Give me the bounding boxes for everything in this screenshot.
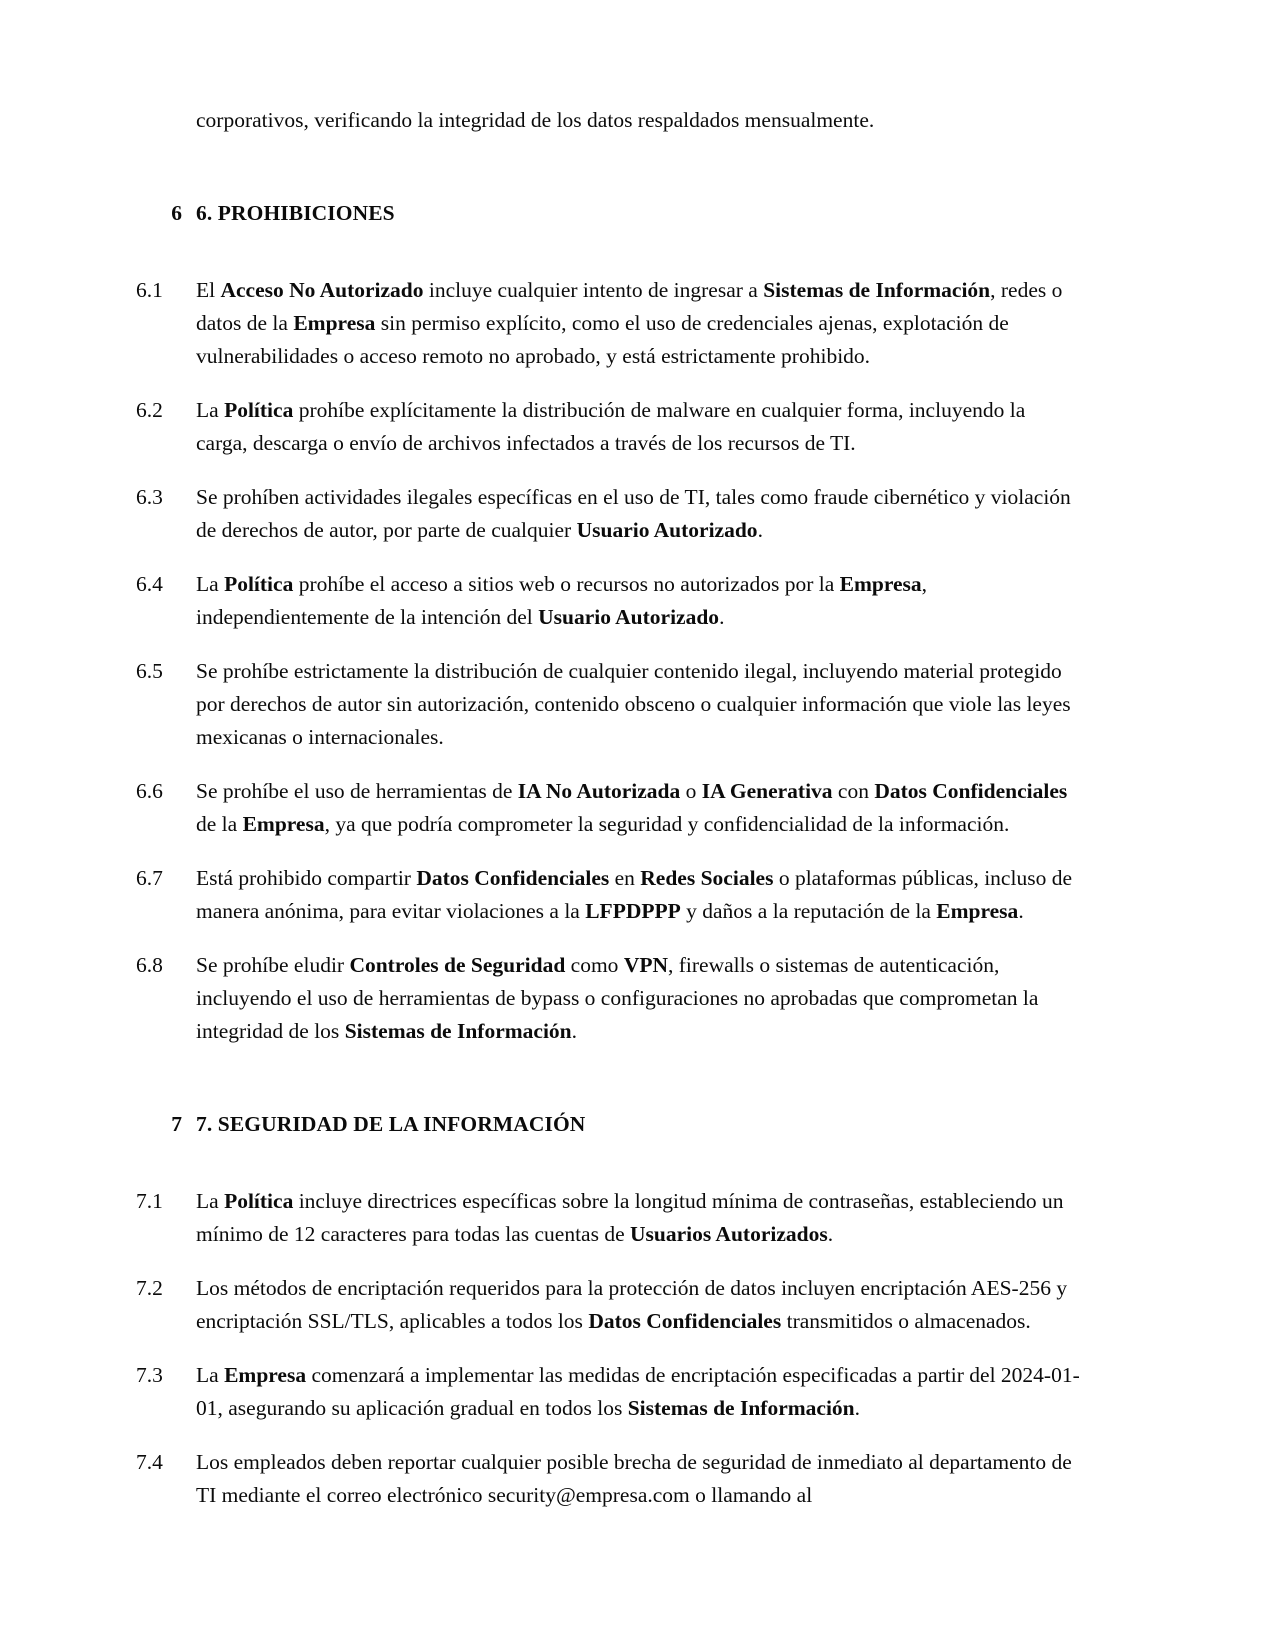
clause-text-run: o plataformas públicas, incluso de manera anónima, para evitar violaciones a la <box>196 866 1072 923</box>
clause-number: 7.3 <box>136 1363 163 1387</box>
clause-text <box>182 274 1080 373</box>
defined-term: Empresa <box>242 812 325 836</box>
defined-term: VPN <box>623 953 668 977</box>
clause-number: 7.1 <box>136 1189 163 1213</box>
defined-term: Empresa <box>839 572 922 596</box>
clause-number: 7.4 <box>136 1450 163 1474</box>
clause-item <box>136 481 1080 547</box>
clause-number: 6.3 <box>136 485 163 509</box>
clause-text <box>182 862 1080 928</box>
clause-text-run: . <box>719 605 725 629</box>
defined-term: Usuario Autorizado <box>576 518 758 542</box>
clause-item <box>136 949 1080 1048</box>
clause-text-run: La <box>196 398 225 422</box>
clause-item <box>136 1272 1080 1338</box>
clause-text-run: . <box>1018 899 1024 923</box>
clause-text-run: incluye cualquier intento de ingresar a <box>423 278 764 302</box>
clause-text <box>182 1272 1080 1338</box>
defined-term: Acceso No Autorizado <box>220 278 424 302</box>
defined-term: Usuarios Autorizados <box>630 1222 828 1246</box>
clause-text-run: , ya que podría comprometer la seguridad y confidencialidad de la información. <box>324 812 1010 836</box>
spacer <box>196 230 1080 274</box>
clause-item <box>136 394 1080 460</box>
defined-term: Empresa <box>224 1363 307 1387</box>
defined-term: Política <box>224 398 294 422</box>
clause-text-run: con <box>832 779 875 803</box>
clause-item <box>136 568 1080 634</box>
clause-text-run: de la <box>196 812 243 836</box>
clause-text <box>182 775 1080 841</box>
defined-term: Datos Confidenciales <box>874 779 1068 803</box>
clause-text-run: Está prohibido compartir <box>196 866 417 890</box>
defined-term: Política <box>224 1189 294 1213</box>
clause-text-run: . <box>757 518 763 542</box>
clause-text-run: en <box>609 866 641 890</box>
spacer <box>196 137 1080 197</box>
defined-term: LFPDPPP <box>585 899 681 923</box>
clause-text-run: . <box>827 1222 834 1246</box>
clause-text-run: como <box>565 953 624 977</box>
clause-text-run: Se prohíbe eludir <box>196 953 350 977</box>
clause-text-run: incluye directrices específicas sobre la longitud mínima de contraseñas, estableciendo un mínimo de 12 caracteres para todas las cuentas de <box>196 1189 1064 1246</box>
clause-spacer <box>196 634 1080 655</box>
clause-text <box>182 394 1080 460</box>
defined-term: Sistemas de Información <box>763 278 991 302</box>
clause-spacer <box>196 1425 1080 1446</box>
page-content <box>136 104 1080 1512</box>
clause-number: 6.6 <box>136 779 163 803</box>
clause-number: 6.8 <box>136 953 163 977</box>
clause-text <box>182 949 1080 1048</box>
clause-text-run: . <box>854 1396 860 1420</box>
clause-text-run: . <box>571 1019 577 1043</box>
clause-spacer <box>196 1251 1080 1272</box>
clause-text-run: Los empleados deben reportar cualquier posible brecha de seguridad de inmediato al departamento de TI mediante el correo electrónico security@empresa.com o llamando al <box>196 1450 1072 1507</box>
clause-text-run: Los métodos de encriptación requeridos para la protección de datos incluyen encriptación AES-256 y encriptación SSL/TLS, aplicables a todos los <box>196 1276 1068 1333</box>
clause-text-run: y daños a la reputación de la <box>680 899 937 923</box>
clause-text <box>182 481 1080 547</box>
clause-item <box>136 1446 1080 1512</box>
defined-term: IA Generativa <box>701 779 833 803</box>
clause-text-run: , redes o datos de la <box>196 278 1063 335</box>
clause-text-run: transmitidos o almacenados. <box>781 1309 1031 1333</box>
clause-item <box>136 655 1080 754</box>
clause-text-run: , firewalls o sistemas de autenticación, incluyendo el uso de herramientas de bypass o configuraciones no aprobadas que comprometan la integridad de los <box>196 953 1039 1043</box>
clause-number: 6.5 <box>136 659 163 683</box>
clause-text-run: El <box>196 278 221 302</box>
clause-item <box>136 775 1080 841</box>
clause-spacer <box>196 460 1080 481</box>
clause-text-run: La <box>196 1189 225 1213</box>
defined-term: Redes Sociales <box>640 866 774 890</box>
clause-spacer <box>196 547 1080 568</box>
defined-term: IA No Autorizada <box>517 779 681 803</box>
defined-term: Empresa <box>293 311 376 335</box>
clause-number: 6.1 <box>136 278 163 302</box>
clause-number: 7.2 <box>136 1276 163 1300</box>
defined-term: Política <box>224 572 294 596</box>
clause-text <box>182 1359 1080 1425</box>
section-title: 6. PROHIBICIONES <box>196 201 395 225</box>
section-number: 7 <box>171 1112 182 1136</box>
clause-item <box>136 1359 1080 1425</box>
clause-text-run: o <box>680 779 702 803</box>
clause-text <box>182 655 1080 754</box>
defined-term: Datos Confidenciales <box>416 866 610 890</box>
clause-text-run: La <box>196 572 225 596</box>
defined-term: Sistemas de Información <box>344 1019 572 1043</box>
clause-text-run: La <box>196 1363 225 1387</box>
clause-text-run: comenzará a implementar las medidas de encriptación especificadas a partir del 2024-01-01, asegurando su aplicación gradual en todos los <box>196 1363 1080 1420</box>
section-heading <box>171 1108 1080 1141</box>
clause-spacer <box>196 928 1080 949</box>
continuation-paragraph: corporativos, verificando la integridad de los datos respaldados mensualmente. <box>196 108 875 132</box>
section-spacer <box>196 1048 1080 1108</box>
clause-text-run: prohíbe el acceso a sitios web o recursos no autorizados por la <box>293 572 840 596</box>
defined-term: Empresa <box>936 899 1019 923</box>
clause-spacer <box>196 754 1080 775</box>
clause-text-run: sin permiso explícito, como el uso de credenciales ajenas, explotación de vulnerabilidades o acceso remoto no aprobado, y está estrictamente prohibido. <box>196 311 1009 368</box>
clause-text-run: prohíbe explícitamente la distribución de malware en cualquier forma, incluyendo la carga, descarga o envío de archivos infectados a través de los recursos de TI. <box>196 398 1026 455</box>
clause-text-run: Se prohíbe el uso de herramientas de <box>196 779 518 803</box>
defined-term: Usuario Autorizado <box>538 605 720 629</box>
clause-item <box>136 862 1080 928</box>
clause-number: 6.4 <box>136 572 163 596</box>
clause-spacer <box>196 373 1080 394</box>
clause-spacer <box>196 1338 1080 1359</box>
clause-number: 6.7 <box>136 866 163 890</box>
clause-text-run: , independientemente de la intención del <box>196 572 928 629</box>
section-number: 6 <box>171 201 182 225</box>
section-title: 7. SEGURIDAD DE LA INFORMACIÓN <box>196 1112 586 1136</box>
clause-item <box>136 274 1080 373</box>
defined-term: Datos Confidenciales <box>588 1309 782 1333</box>
spacer <box>196 1141 1080 1185</box>
clause-text-run: Se prohíben actividades ilegales específicas en el uso de TI, tales como fraude cibernético y violación de derechos de autor, por parte de cualquier <box>196 485 1071 542</box>
clause-item <box>136 1185 1080 1251</box>
clause-spacer <box>196 841 1080 862</box>
sections-container <box>136 197 1080 1512</box>
clause-text-run: Se prohíbe estrictamente la distribución de cualquier contenido ilegal, incluyendo material protegido por derechos de autor sin autorización, contenido obsceno o cualquier información que viole las leyes mexicanas o internacionales. <box>196 659 1071 749</box>
defined-term: Sistemas de Información <box>627 1396 855 1420</box>
clause-number: 6.2 <box>136 398 163 422</box>
clause-text <box>182 568 1080 634</box>
clause-text <box>182 1185 1080 1251</box>
section-heading <box>171 197 1080 230</box>
clause-text <box>182 1446 1080 1512</box>
defined-term: Controles de Seguridad <box>349 953 566 977</box>
